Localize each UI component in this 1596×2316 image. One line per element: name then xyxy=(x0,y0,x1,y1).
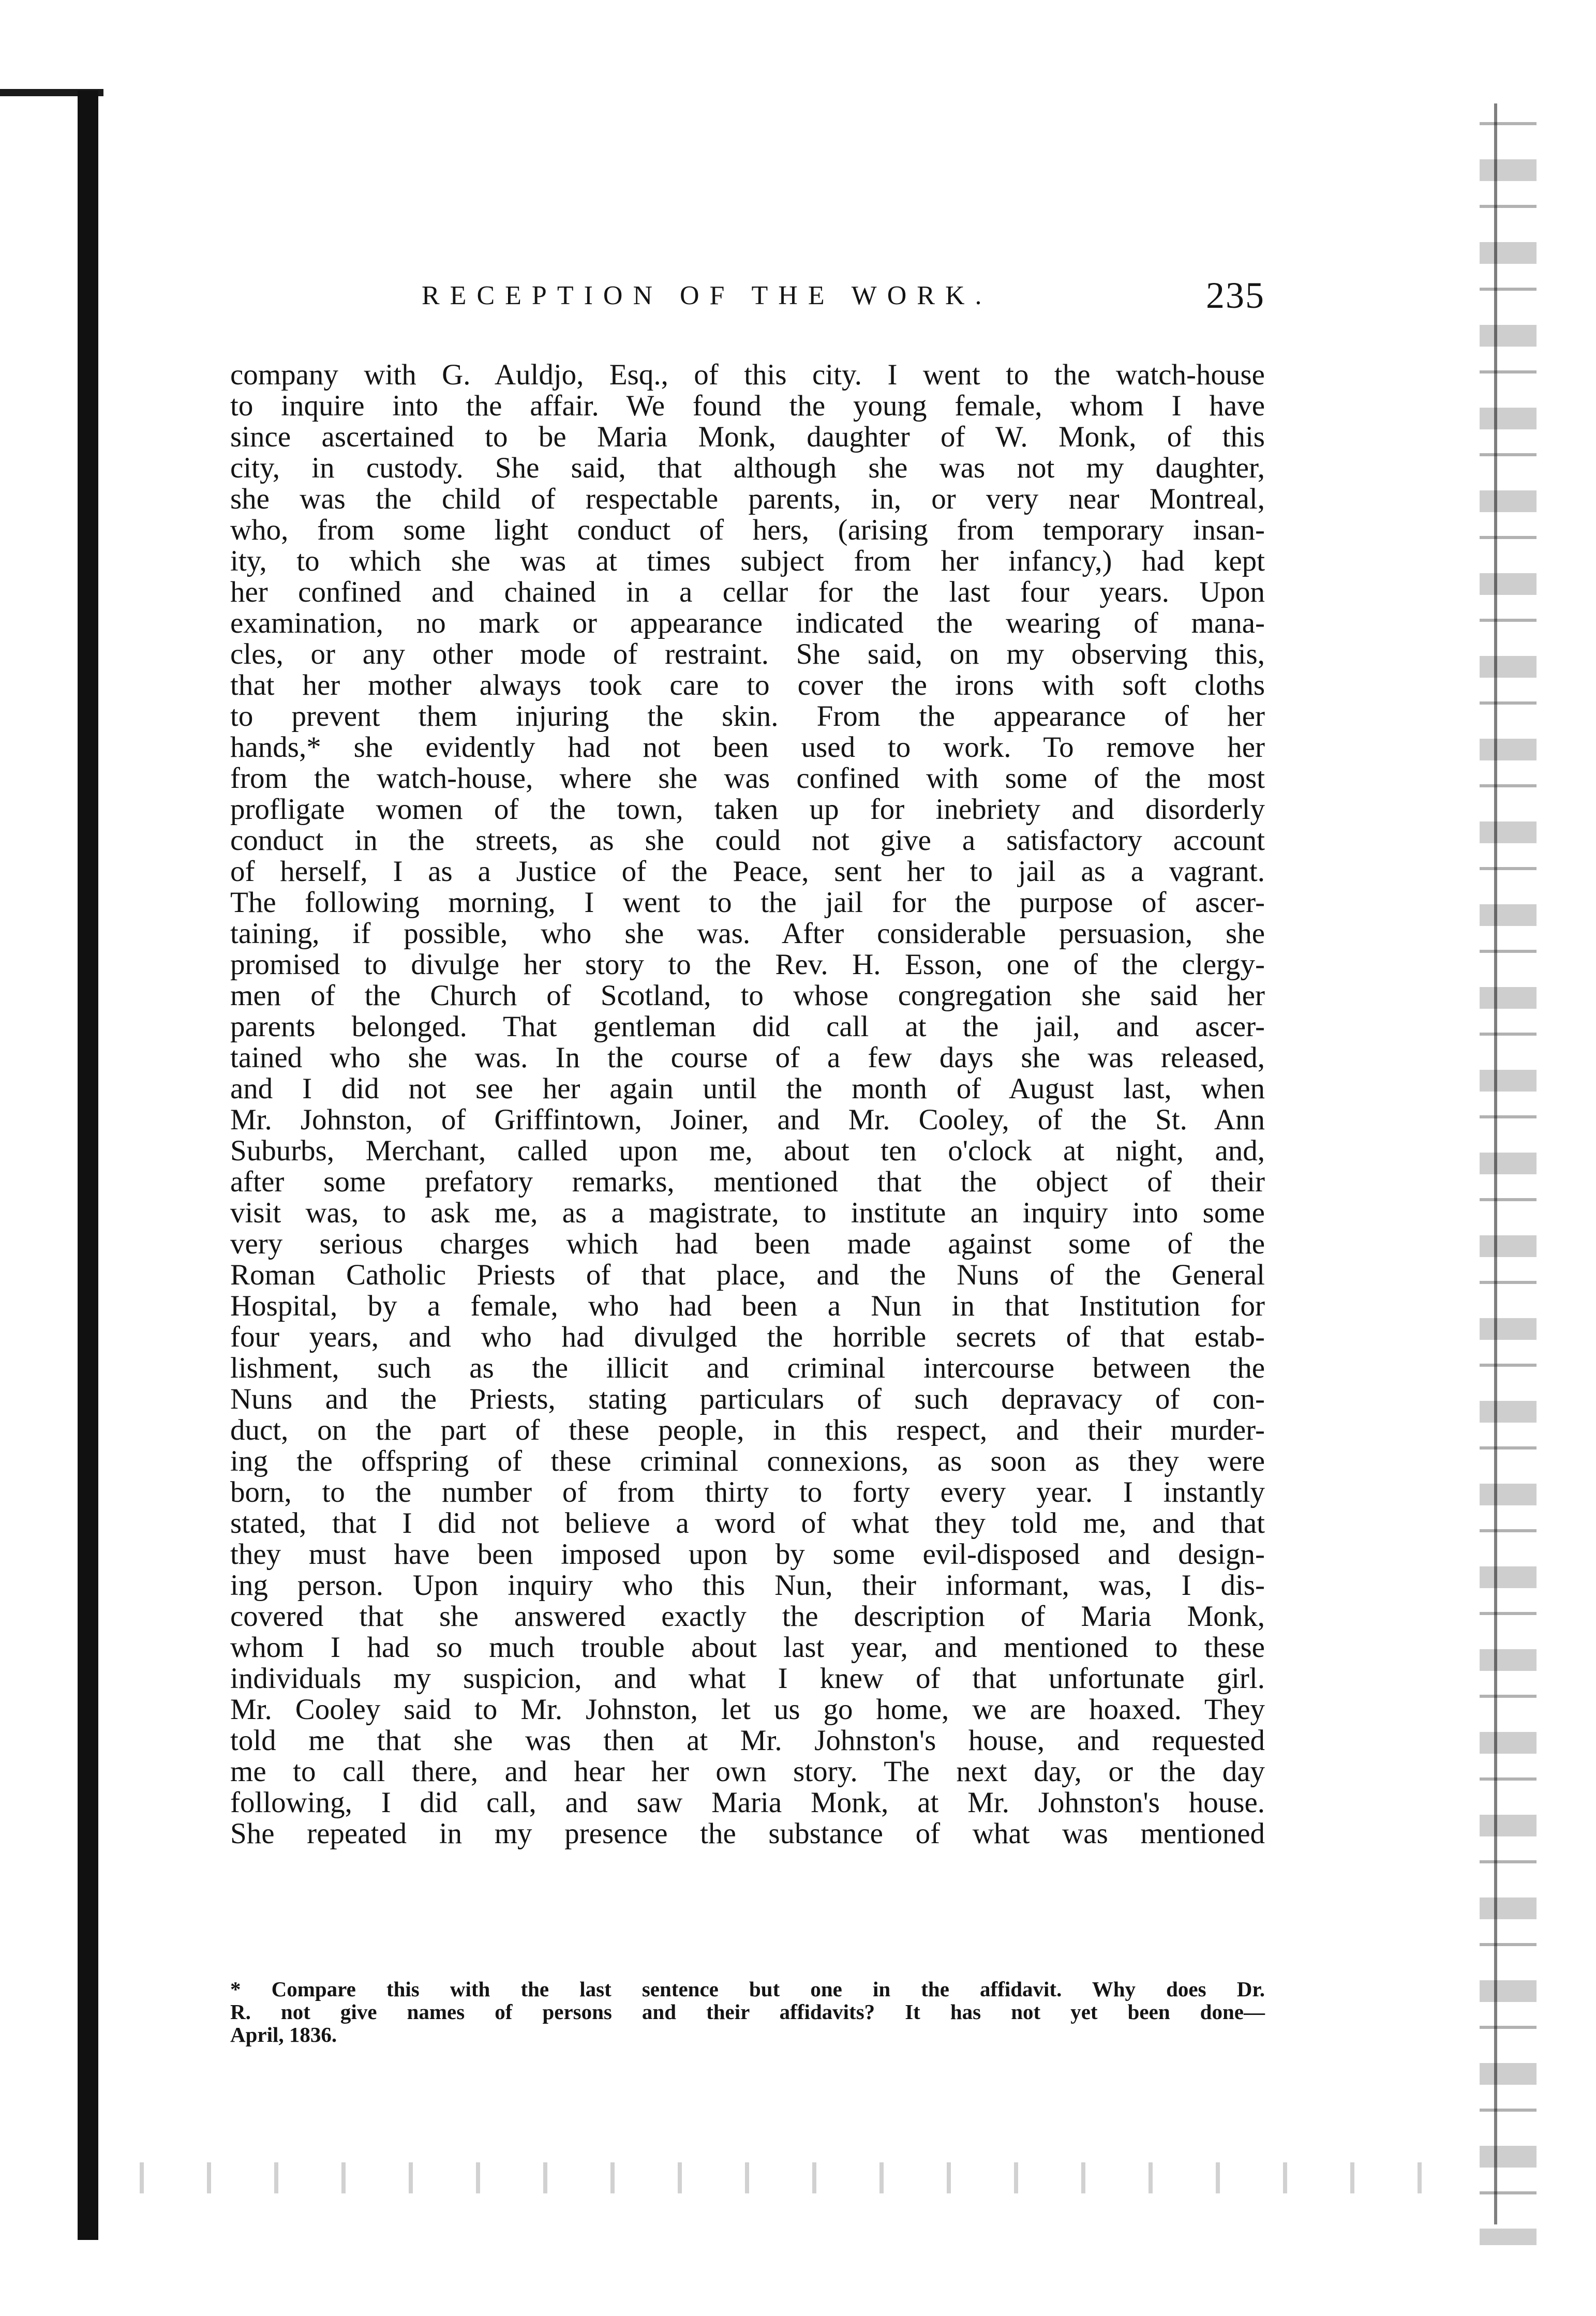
scan-noise-bottom xyxy=(119,2162,1438,2193)
running-header xyxy=(230,274,1265,321)
text-line: me to call there, and hear her own story. The next day, or the day xyxy=(230,1755,1265,1788)
scan-noise-right xyxy=(1480,98,1537,2245)
text-line: born, to the number of from thirty to forty every year. I instantly xyxy=(230,1476,1265,1508)
text-line: company with G. Auldjo, Esq., of this city. I went to the watch-house xyxy=(230,358,1265,391)
text-line: Mr. Cooley said to Mr. Johnston, let us go home, we are hoaxed. They xyxy=(230,1693,1265,1726)
text-line: to inquire into the affair. We found the young female, whom I have xyxy=(230,390,1265,422)
scan-noise-line xyxy=(1494,103,1497,2224)
text-line: whom I had so much trouble about last year, and mentioned to these xyxy=(230,1631,1265,1664)
text-line: hands,* she evidently had not been used to work. To remove her xyxy=(230,731,1265,764)
text-line: promised to divulge her story to the Rev. H. Esson, one of the clergy- xyxy=(230,948,1265,981)
text-line: they must have been imposed upon by some evil-disposed and design- xyxy=(230,1538,1265,1571)
text-line: parents belonged. That gentleman did call at the jail, and ascer- xyxy=(230,1010,1265,1043)
text-line: ing person. Upon inquiry who this Nun, their informant, was, I dis- xyxy=(230,1569,1265,1602)
text-line: and I did not see her again until the month of August last, when xyxy=(230,1072,1265,1105)
footnote xyxy=(230,1978,1265,2046)
text-line: individuals my suspicion, and what I knew of that unfortunate girl. xyxy=(230,1662,1265,1695)
text-line: after some prefatory remarks, mentioned that the object of their xyxy=(230,1166,1265,1198)
text-line: men of the Church of Scotland, to whose congregation she said her xyxy=(230,979,1265,1012)
text-line: Suburbs, Merchant, called upon me, about ten o'clock at night, and, xyxy=(230,1134,1265,1167)
footnote-line: April, 1836. xyxy=(230,2023,337,2046)
text-line: since ascertained to be Maria Monk, daughter of W. Monk, of this xyxy=(230,421,1265,453)
text-line: Hospital, by a female, who had been a Nun in that Institution for xyxy=(230,1290,1265,1322)
text-line: who, from some light conduct of hers, (arising from temporary insan- xyxy=(230,514,1265,546)
text-line: following, I did call, and saw Maria Monk, at Mr. Johnston's house. xyxy=(230,1786,1265,1819)
text-line: conduct in the streets, as she could not give a satisfactory account xyxy=(230,824,1265,857)
text-line: stated, that I did not believe a word of what they told me, and that xyxy=(230,1507,1265,1540)
page-number: 235 xyxy=(1206,275,1265,316)
text-line: cles, or any other mode of restraint. She said, on my observing this, xyxy=(230,638,1265,670)
text-line: She repeated in my presence the substance of what was mentioned xyxy=(230,1817,1265,1850)
running-title: RECEPTION OF THE WORK. xyxy=(422,281,992,310)
footnote-line: * Compare this with the last sentence but one in the affidavit. Why does Dr. xyxy=(230,1977,1265,2001)
text-line: of herself, I as a Justice of the Peace, sent her to jail as a vagrant. xyxy=(230,855,1265,888)
text-line: four years, and who had divulged the horrible secrets of that estab- xyxy=(230,1321,1265,1353)
body-text xyxy=(230,360,1265,1849)
text-line: that her mother always took care to cover the irons with soft cloths xyxy=(230,669,1265,701)
text-line: The following morning, I went to the jail for the purpose of ascer- xyxy=(230,886,1265,919)
text-line: city, in custody. She said, that although she was not my daughter, xyxy=(230,452,1265,484)
text-line: ity, to which she was at times subject from her infancy,) had kept xyxy=(230,545,1265,577)
text-line: taining, if possible, who she was. After considerable persuasion, she xyxy=(230,917,1265,950)
text-line: profligate women of the town, taken up for inebriety and disorderly xyxy=(230,793,1265,826)
text-line: she was the child of respectable parents, in, or very near Montreal, xyxy=(230,483,1265,515)
text-line: lishment, such as the illicit and criminal intercourse between the xyxy=(230,1352,1265,1384)
text-line: told me that she was then at Mr. Johnston's house, and requested xyxy=(230,1724,1265,1757)
text-line: ing the offspring of these criminal connexions, as soon as they were xyxy=(230,1445,1265,1477)
text-line: duct, on the part of these people, in this respect, and their murder- xyxy=(230,1414,1265,1446)
text-line: very serious charges which had been made against some of the xyxy=(230,1228,1265,1260)
text-line: covered that she answered exactly the description of Maria Monk, xyxy=(230,1600,1265,1633)
text-line: from the watch-house, where she was confined with some of the most xyxy=(230,762,1265,795)
text-line: Roman Catholic Priests of that place, and the Nuns of the General xyxy=(230,1259,1265,1291)
text-line: examination, no mark or appearance indicated the wearing of mana- xyxy=(230,607,1265,639)
text-line: Nuns and the Priests, stating particulars of such depravacy of con- xyxy=(230,1383,1265,1415)
text-line: Mr. Johnston, of Griffintown, Joiner, and Mr. Cooley, of the St. Ann xyxy=(230,1103,1265,1136)
text-line: her confined and chained in a cellar for the last four years. Upon xyxy=(230,576,1265,608)
text-line: tained who she was. In the course of a few days she was released, xyxy=(230,1041,1265,1074)
text-line: to prevent them injuring the skin. From the appearance of her xyxy=(230,700,1265,733)
text-line: visit was, to ask me, as a magistrate, to institute an inquiry into some xyxy=(230,1197,1265,1229)
footnote-line: R. not give names of persons and their affidavits? It has not yet been done— xyxy=(230,2000,1265,2024)
binding-edge xyxy=(78,91,98,2240)
